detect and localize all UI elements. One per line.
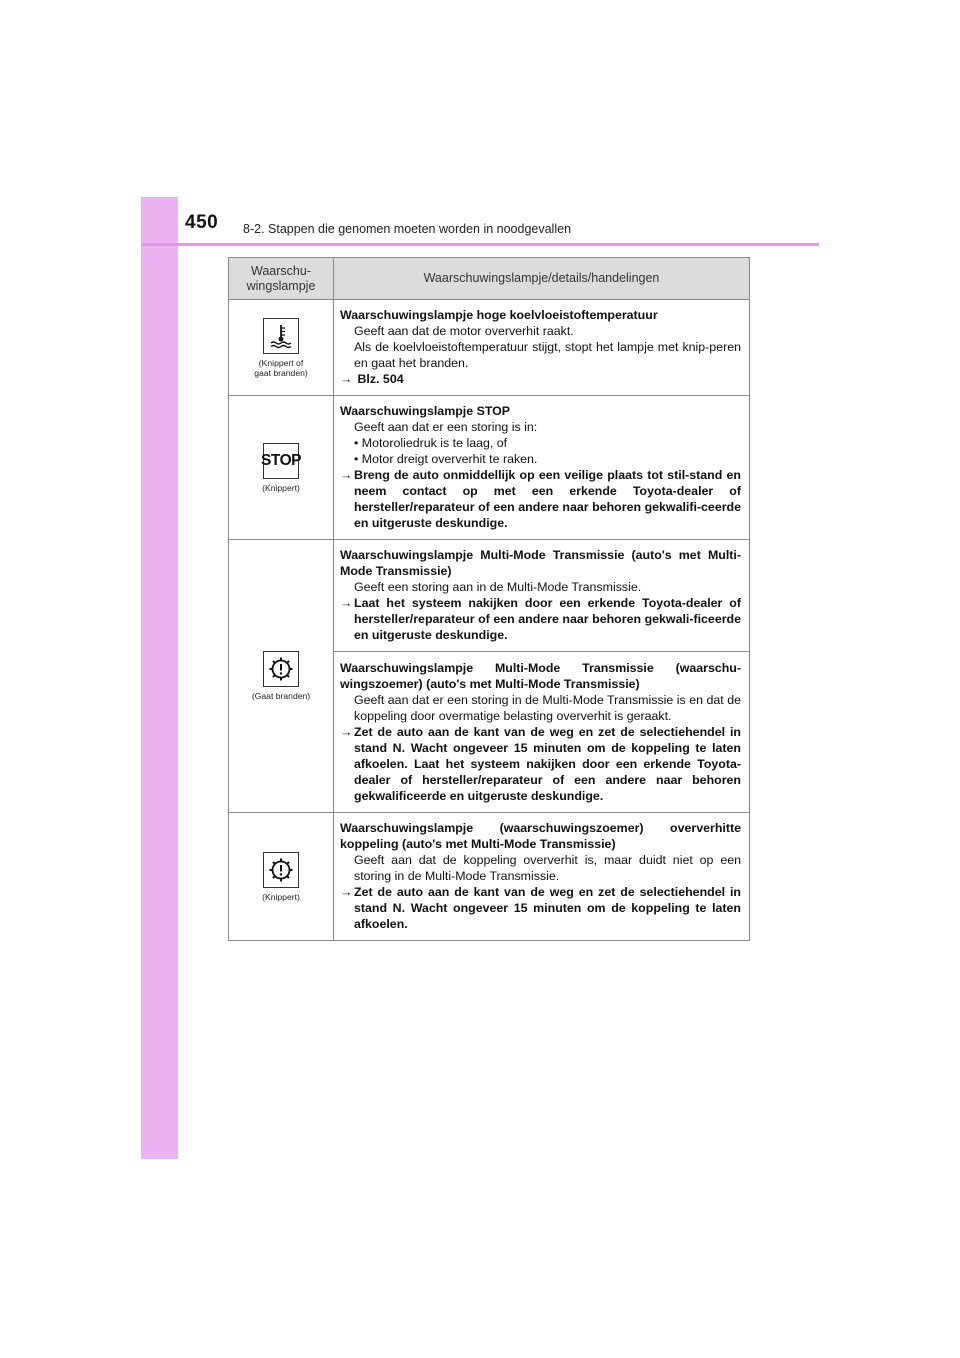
table-header-row <box>229 258 750 300</box>
lamp-cell <box>229 300 334 396</box>
column-header-lamp-line1: Waarschu- <box>251 263 311 278</box>
description-cell <box>334 540 750 813</box>
table-row <box>229 813 750 941</box>
arrow-right-icon: → <box>340 885 353 899</box>
arrow-right-icon: → <box>340 596 353 610</box>
action-text: Laat het systeem nakijken door een erkende Toyota-dealer of hersteller/reparateur of een andere naar behoren gekwali-ficeerde en uitgeruste deskundige. <box>354 596 741 642</box>
warning-title: Waarschuwingslampje Multi-Mode Transmissie (auto's met Multi-Mode Transmissie) <box>340 548 741 578</box>
action-instruction <box>340 467 741 531</box>
action-text: Zet de auto aan de kant van de weg en zet de selectiehendel in stand N. Wacht ongeveer 15 minuten om de koppeling te laten afkoelen. <box>354 885 741 931</box>
arrow-right-icon: → <box>340 372 353 386</box>
arrow-right-icon: → <box>340 725 353 739</box>
action-instruction <box>340 884 741 932</box>
lamp-caption: (Gaat branden) <box>251 691 311 701</box>
table-row <box>229 300 750 396</box>
arrow-right-icon: → <box>340 468 353 482</box>
lamp-caption-line2: gaat branden) <box>254 367 308 378</box>
coolant-temperature-icon <box>263 318 299 354</box>
action-text: Breng de auto onmiddellijk op een veilige plaats tot stil-stand en neem contact op met een erkende Toyota-dealer of hersteller/reparateur of een andere naar behoren gekwalifi-ceerde en uitgeruste deskundige. <box>354 468 741 530</box>
description-cell <box>334 300 750 396</box>
action-instruction <box>340 724 741 804</box>
lamp-caption: (Knippert) <box>262 482 300 493</box>
stop-icon-text: STOP <box>261 451 301 469</box>
description-text: Geeft een storing aan in de Multi-Mode Transmissie. <box>354 580 642 594</box>
page-reference <box>340 371 741 387</box>
lamp-cell <box>229 396 334 540</box>
divider <box>334 651 749 652</box>
description-text: Geeft aan dat er een storing is in: <box>354 420 538 434</box>
warning-lights-table <box>228 257 750 941</box>
stop-warning-icon <box>263 443 299 479</box>
warning-title: Waarschuwingslampje Multi-Mode Transmissie (waarschu-wingszoemer) (auto's met Multi-Mode Transmissie) <box>340 661 741 691</box>
description-text: Geeft aan dat er een storing in de Multi-Mode Transmissie is en dat de koppeling door overmatige belasting oververhit is geraakt. <box>354 693 741 723</box>
page-reference-link[interactable]: Blz. 504 <box>357 372 404 386</box>
description-text: Geeft aan dat de koppeling oververhit is, maar duidt niet op een storing in de Multi-Mode Transmissie. <box>354 853 741 883</box>
description-text: Geeft aan dat de motor oververhit raakt. <box>354 324 574 338</box>
warning-title: Waarschuwingslampje hoge koelvloeistoftemperatuur <box>340 308 658 322</box>
page-number: 450 <box>185 212 219 233</box>
column-header-lamp <box>229 258 334 300</box>
table-row <box>229 540 750 813</box>
action-instruction <box>340 595 741 643</box>
lamp-cell <box>229 813 334 941</box>
lamp-caption: (Knippert) <box>262 891 300 902</box>
warning-title: Waarschuwingslampje (waarschuwingszoemer) oververhitte koppeling (auto's met Multi-Mode Transmissie) <box>340 821 741 851</box>
warning-title: Waarschuwingslampje STOP <box>340 404 511 418</box>
lamp-caption-line1: (Knippert of <box>258 357 304 368</box>
transmission-gear-warning-icon <box>263 852 299 888</box>
description-cell <box>334 813 750 941</box>
action-text: Zet de auto aan de kant van de weg en zet de selectiehendel in stand N. Wacht ongeveer 15 minuten om de koppeling te laten afkoelen. Laat het systeem nakijken door een erkende Toyota-dealer of hersteller/reparateur of een andere naar behoren gekwalificeerde en uitgeruste deskundige. <box>354 725 741 803</box>
transmission-gear-warning-icon <box>263 651 299 687</box>
lamp-caption <box>231 358 331 378</box>
description-cell <box>334 396 750 540</box>
header-rule <box>141 243 819 246</box>
table-row <box>229 396 750 540</box>
column-header-lamp-line2: wingslampje <box>246 278 316 293</box>
chapter-side-tab <box>141 197 178 1159</box>
bullet-item: • Motor dreigt oververhit te raken. <box>354 452 538 466</box>
column-header-details: Waarschuwingslampje/details/handelingen <box>334 258 750 300</box>
bullet-item: • Motoroliedruk is te laag, of <box>354 436 508 450</box>
lamp-cell <box>229 540 334 813</box>
section-title: 8-2. Stappen die genomen moeten worden in noodgevallen <box>243 222 572 236</box>
description-text: Als de koelvloeistoftemperatuur stijgt, stopt het lampje met knip-peren en gaat het branden. <box>354 340 741 370</box>
